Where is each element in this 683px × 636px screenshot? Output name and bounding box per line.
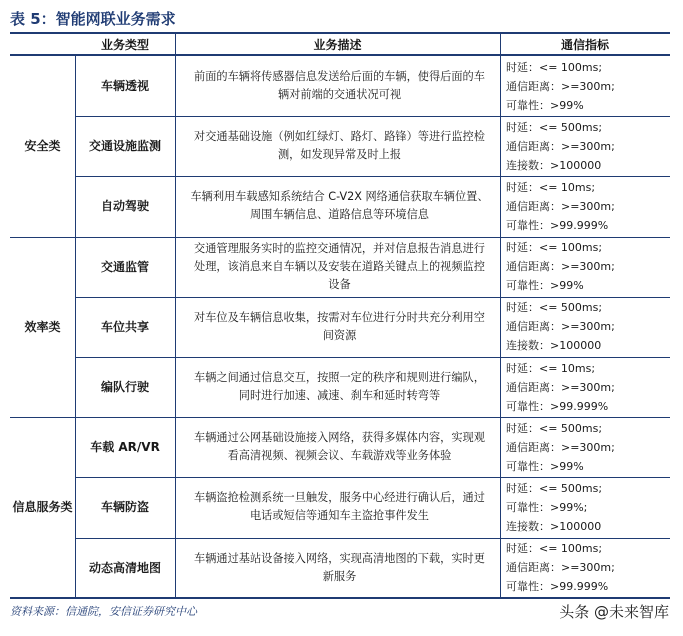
service-name: 交通设施监测 — [88, 139, 161, 154]
requirement-line: 通信距离：>=300m; — [506, 380, 615, 394]
comm-requirements — [500, 116, 670, 176]
requirement-line: 时延：<= 10ms; — [506, 361, 596, 375]
requirement-line: 连接数：>100000 — [506, 519, 602, 533]
service-name: 自动驾驶 — [100, 199, 149, 214]
requirement-line: 时延：<= 100ms; — [506, 542, 603, 556]
column-divider — [500, 56, 501, 598]
requirement-line: 通信距离：>=300m; — [506, 139, 615, 153]
header-column-divider — [175, 34, 176, 54]
requirement-line: 可靠性：>99.999% — [506, 399, 609, 413]
category-label: 信息服务类 — [12, 500, 73, 515]
requirement-line: 时延：<= 500ms; — [506, 481, 603, 495]
service-description: 车辆盗抢检测系统一旦触发，服务中心经进行确认后，通过电话或短信等通知车主盗抢事件发生 — [194, 491, 485, 523]
service-description: 车辆之间通过信息交互，按照一定的秩序和规则进行编队，同时进行加速、减速、刹车和延时转弯等 — [194, 371, 485, 403]
requirement-line: 可靠性：>99% — [506, 279, 584, 293]
requirement-line: 通信距离：>=300m; — [506, 561, 615, 575]
service-name: 车位共享 — [100, 319, 149, 334]
comm-requirements — [500, 357, 670, 417]
header-column-divider — [500, 34, 501, 54]
requirement-line: 通信距离：>=300m; — [506, 260, 615, 274]
service-description: 车辆通过基站设备接入网络，实现高清地图的下载，实时更新服务 — [194, 551, 485, 583]
service-name: 车载 AR/VR — [90, 440, 160, 455]
column-divider — [175, 56, 176, 598]
requirement-line: 可靠性：>99.999% — [506, 580, 609, 594]
service-description: 车辆利用车载感知系统结合 C-V2X 网络通信获取车辆位置、周围车辆信息、道路信息等环境信息 — [190, 190, 489, 222]
service-description: 对交通基础设施（例如红绿灯、路灯、路锋）等进行监控检测，如发现异常及时上报 — [194, 130, 485, 162]
table-title: 表 5：智能网联业务需求 — [10, 10, 176, 28]
requirement-line: 时延：<= 500ms; — [506, 301, 603, 315]
requirement-line: 连接数：>100000 — [506, 339, 602, 353]
service-name: 动态高清地图 — [88, 560, 161, 575]
requirement-line: 通信距离：>=300m; — [506, 79, 615, 93]
column-divider — [75, 56, 76, 598]
comm-requirements — [500, 237, 670, 297]
requirement-line: 时延：<= 500ms; — [506, 421, 603, 435]
category-label: 安全类 — [24, 139, 61, 154]
requirement-line: 时延：<= 100ms; — [506, 60, 603, 74]
comm-requirements — [500, 176, 670, 236]
requirement-line: 通信距离：>=300m; — [506, 440, 615, 454]
service-description: 前面的车辆将传感器信息发送给后面的车辆，使得后面的车辆对前端的交通状况可视 — [194, 70, 485, 102]
bottom-rule — [10, 597, 670, 599]
requirement-line: 连接数：>100000 — [506, 158, 602, 172]
requirement-line: 通信距离：>=300m; — [506, 199, 615, 213]
source-note: 资料来源：信通院，安信证券研究中心 — [10, 605, 197, 618]
service-description: 对车位及车辆信息收集，按需对车位进行分时共充分利用空间资源 — [194, 310, 485, 342]
requirement-line: 通信距离：>=300m; — [506, 320, 615, 334]
service-name: 车辆防盗 — [100, 500, 149, 515]
requirement-line: 可靠性：>99% — [506, 459, 584, 473]
comm-requirements — [500, 56, 670, 116]
comm-requirements — [500, 417, 670, 477]
service-name: 车辆透视 — [100, 79, 149, 94]
service-name: 交通监管 — [100, 259, 149, 274]
comm-requirements — [500, 538, 670, 598]
comm-requirements — [500, 477, 670, 537]
requirement-line: 可靠性：>99% — [506, 98, 584, 112]
requirement-line: 可靠性：>99.999% — [506, 218, 609, 232]
service-description: 交通管理服务实时的监控交通情况，并对信息报告消息进行处理，该消息来自车辆以及安装在道路关键点上的视频监控设备 — [194, 241, 485, 291]
header-type: 业务类型 — [100, 37, 149, 52]
header-desc: 业务描述 — [313, 37, 362, 52]
category-label: 效率类 — [24, 319, 61, 334]
comm-requirements — [500, 297, 670, 357]
service-name: 编队行驶 — [100, 380, 149, 395]
watermark: 头条 @未来智库 — [559, 603, 669, 621]
requirement-line: 时延：<= 100ms; — [506, 241, 603, 255]
service-description: 车辆通过公网基础设施接入网络，获得多媒体内容，实现观看高清视频、视频会议、车载游戏等业务体验 — [194, 431, 485, 463]
requirement-line: 时延：<= 10ms; — [506, 180, 596, 194]
requirement-line: 时延：<= 500ms; — [506, 120, 603, 134]
requirement-line: 可靠性：>99%; — [506, 500, 588, 514]
header-req: 通信指标 — [560, 37, 609, 52]
